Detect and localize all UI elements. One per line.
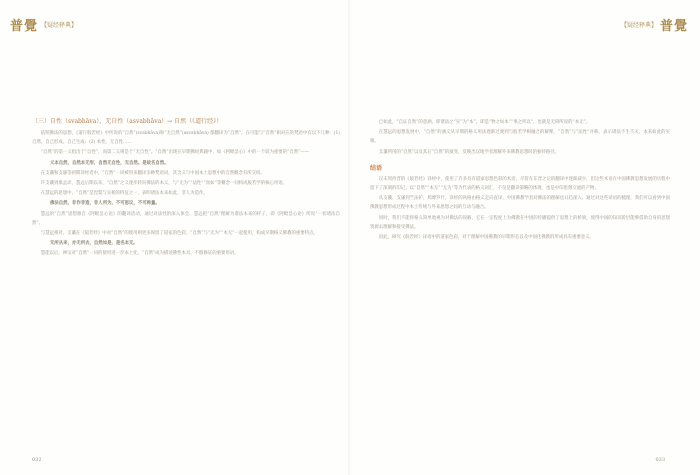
paragraph: “自然”的第一义指出于“自性”，而第二义则是于“无自性”。“自然”出现在早期佛经典籍中，如《阿毗昙心》中的一个较为重要的“自然”—— (40, 150, 310, 156)
section-tag: 【疑经释典】 (620, 21, 657, 29)
publication-logo: 普覺 (659, 18, 688, 34)
page-number-left: 032 (32, 457, 42, 463)
paragraph: 慧能以后，禅宗对“自然”一词的使用进一步本土化，“自然”成为描述佛性本具、不假修证的重要用语。 (40, 251, 239, 257)
block-quote: 义本自然，自然本无形，自然无自性，无自然。是故名自然。 (50, 160, 169, 166)
section-tag: 【疑经释典】 (41, 21, 78, 29)
publication-logo: 普覺 (10, 18, 39, 34)
right-page-header (618, 14, 688, 34)
paragraph: 从支谶、支谦到竺法护、鸠摩罗什，译经的风格由格义走向直译，中国佛教学者对佛法的理解也日趋深入。通过对这些译语的梳理，我们可以看到中国佛教思想形成过程中本土传统与外来思想之间的互动与融合。 (370, 196, 670, 211)
conclusion-heading: 结语 (370, 164, 383, 172)
paragraph: 依照佛法的思想，《道行般若经》中所说的“自然”(svabhāva)和“无自然”(asvabhāva) 都翻译为“自然”。在可能与“自然”相对应的梵语中有以下几种：(1) 自然、自己形成、自己生成；(2) 本性、无自性…… (32, 131, 340, 146)
book-gutter (348, 0, 352, 475)
block-quote: 佛法自然，非作非造，非人所为，不可思议，不可称量。 (50, 201, 160, 207)
block-quote: 无所从来，亦无所去，自然如是，是名本无。 (50, 241, 138, 247)
paragraph: 支谶所用的“自然”以及其后“自然”的演变，反映出汉地学者理解外来佛教思想时的独特路径。 (378, 149, 560, 155)
left-page-body (32, 118, 340, 438)
paragraph: 同时，我们不能将格义简单地视为对佛法的误解，它在一定程度上为佛教在中国的传播提供了思想上的桥梁，使得中国的知识阶层能够借助自身的思想资源去理解和接受佛法。 (370, 215, 670, 230)
left-page-header (10, 14, 80, 34)
section-heading: （三）自性（svabhāva）、无自性（asvabhāva）→ 自然（《道行经》） (32, 118, 223, 125)
paragraph: 在慧远的思想中，“自然”是涅槃与实相的特征之一，表明诸法本来如此、非人为造作。 (40, 191, 208, 197)
paragraph: 与慧远相对，支谶在《般若经》中对“自然”的使用则更多保留了道家的色彩，“自然”与“无为”“本无”一起使用，构成早期格义佛教的重要特点。 (40, 231, 318, 237)
paragraph: 在慧远的思想发展中，“自然”的涵义从早期的格义用法逐渐过渡到与般若学相融合的解释，“自然”与“法性”并称，表示诸法不生不灭、本来如此的实相。 (370, 130, 670, 145)
page-number-right: 033 (655, 457, 665, 463)
paragraph: 汉末到西晋的《般若经》译经中，使用了许多具有道家思想色彩的术语，尽管在东晋之后的翻译中逐渐减少，但这些术语在中国佛教思想发展的历程中留下了深刻的印记。以“自然”“本无”“无为”等为代表的格义词汇，不仅是翻译策略的体现，也是中印思想交流的产物。 (370, 176, 670, 192)
right-page-body (370, 118, 670, 438)
paragraph: 许支谶到康孟详，慧远后期以来，“自然”之义逐步转向佛法的本义，与“无为”“法性”“真如”等概念一同构成般若学的核心用语。 (40, 181, 288, 187)
paragraph: 因此，研究《般若经》译语中的道家色彩，对于理解中国佛教的早期形态以及中国化佛教的形成具有重要意义。 (378, 235, 594, 241)
paragraph: 慧远的“自然”思想源自《阿毗昙心论》的翻译活动，通过对法性的深入体会，慧远把“自然”理解为诸法本来的样子，即《阿毗昙心论》所说“一切诸法自然”。 (32, 211, 340, 226)
paragraph: 已如此，“自证自然”的意涵，即诸法之“实”为“本”，即是“物之如本”“事之所以”，也就是无碍所说的“本无”。 (378, 120, 591, 125)
paragraph: 在支谶和支谦等初期译经者中，“自然”一词被用来翻译多种梵语词，其含义与中国本土思想中的自然概念有所交织。 (40, 170, 265, 176)
